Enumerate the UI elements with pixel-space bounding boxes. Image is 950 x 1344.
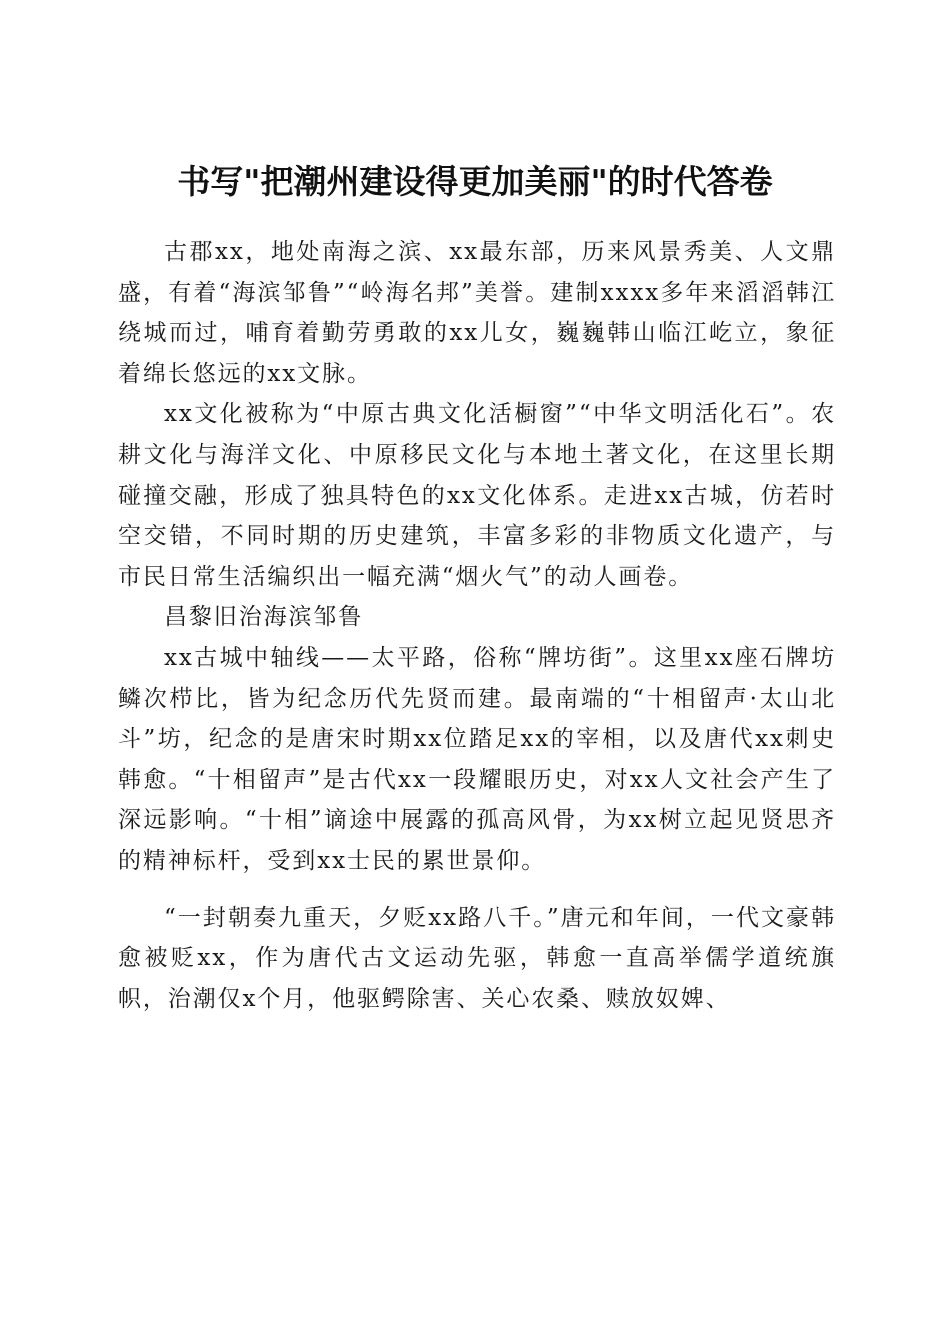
paragraph: “一封朝奏九重天，夕贬xx路八千。”唐元和年间，一代文豪韩愈被贬xx，作为唐代古文运动先驱，韩愈一直高举儒学道统旗帜，治潮仅x个月，他驱鳄除害、关心农桑、赎放奴婢、: [118, 904, 836, 1012]
paragraph: xx古城中轴线——太平路，俗称“牌坊街”。这里xx座石牌坊鳞次栉比，皆为纪念历代先贤而建。最南端的“十相留声·太山北斗”坊，纪念的是唐宋时期xx位踏足xx的宰相，以及唐代xx刺史韩愈。“十相留声”是古代xx一段耀眼历史，对xx人文社会产生了深远影响。“十相”谪途中展露的孤高风骨，为xx树立起见贤思齐的精神标杆，受到xx士民的累世景仰。: [118, 644, 836, 874]
document-title: 书写"把潮州建设得更加美丽"的时代答卷: [177, 162, 773, 202]
paragraph: 古郡xx，地处南海之滨、xx最东部，历来风景秀美、人文鼎盛，有着“海滨邹鲁”“岭海名邦”美誉。建制xxxx多年来滔滔韩江绕城而过，哺育着勤劳勇敢的xx儿女，巍巍韩山临江屹立，象征着绵长悠远的xx文脉。: [118, 239, 836, 387]
section-heading: 昌黎旧治海滨邹鲁: [164, 604, 364, 631]
document-body: [118, 232, 836, 1019]
paragraph: xx文化被称为“中原古典文化活橱窗”“中华文明活化石”。农耕文化与海洋文化、中原移民文化与本地土著文化，在这里长期碰撞交融，形成了独具特色的xx文化体系。走进xx古城，仿若时空交错，不同时期的历史建筑，丰富多彩的非物质文化遗产，与市民日常生活编织出一幅充满“烟火气”的动人画卷。: [118, 401, 836, 590]
